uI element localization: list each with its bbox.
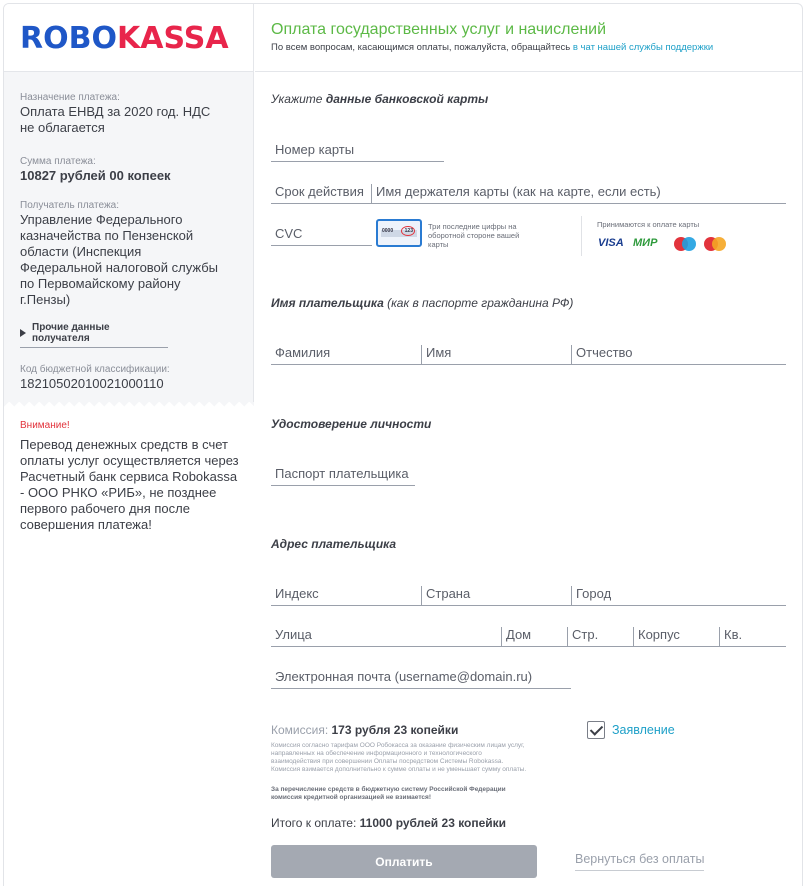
zigzag-divider [4, 402, 254, 410]
total-label: Итого к оплате: [271, 816, 357, 830]
total-line [271, 816, 506, 830]
commission-fine-print: Комиссия согласно тарифам ООО Робокасса за оказание физическим лицам услуг, направленных на обеспечение информационного и технологического взаимодействия при совершении Оплаты посредством Системы Robokassa. Комиссия взимается дополнительно к сумме оплаты и не уменьшает сумму оплаты. [271, 742, 527, 773]
cvc-input[interactable]: CVC [271, 226, 372, 246]
warning-area [4, 410, 254, 886]
cvc-card-icon [376, 219, 422, 247]
amount-value: 10827 рублей 00 копеек [20, 168, 171, 183]
recipient-block [4, 200, 253, 308]
purpose-block [4, 92, 253, 136]
kbk-label: Код бюджетной классификации: [20, 364, 170, 375]
address-title: Адрес плательщика [271, 537, 397, 551]
sidebar [4, 4, 254, 886]
commission-value: 173 рубля 23 копейки [331, 723, 459, 737]
card-number-input[interactable]: Номер карты [271, 142, 444, 162]
block-input[interactable]: Корпус [633, 627, 719, 647]
flat-input[interactable]: Кв. [719, 627, 786, 647]
return-without-payment-link[interactable]: Вернуться без оплаты [575, 852, 704, 871]
cvc-card-code: 123 [404, 228, 413, 234]
card-brand-divider [581, 216, 582, 256]
mastercard-icon [704, 237, 726, 251]
page-title: Оплата государственных услуг и начислений [271, 21, 607, 38]
maestro-icon [674, 237, 696, 251]
support-chat-link[interactable]: в чат нашей службы поддержки [572, 42, 714, 53]
header [255, 4, 802, 72]
city-input[interactable]: Город [571, 586, 786, 606]
total-value: 11000 рублей 23 копейки [359, 816, 507, 830]
recipient-value: Управление Федерального казначейства по Пензенской области (Инспекция Федеральной налоговой службы по Первомайскому району г.Пензы) [20, 212, 219, 307]
cardholder-input[interactable]: Имя держателя карты (как на карте, если есть) [371, 184, 786, 204]
cvc-card-digits: 0000 [382, 228, 394, 234]
amount-label: Сумма платежа: [20, 156, 96, 167]
robokassa-logo [20, 22, 253, 56]
address-section-title [271, 537, 396, 551]
house-input[interactable]: Дом [501, 627, 567, 647]
other-data-block [4, 322, 253, 348]
amount-block [4, 156, 253, 184]
recipient-label: Получатель платежа: [20, 200, 119, 211]
kbk-block [4, 364, 253, 392]
header-subtitle [271, 42, 802, 53]
passport-input[interactable]: Паспорт плательщика [271, 466, 415, 486]
commission-line [271, 723, 458, 737]
card-title-bold: данные банковской карты [325, 92, 489, 106]
logo-area [4, 4, 253, 72]
country-input[interactable]: Страна [421, 586, 571, 606]
other-data-toggle[interactable] [20, 322, 168, 348]
patronymic-input[interactable]: Отчество [571, 345, 786, 365]
payer-title-bold: Имя плательщика [271, 296, 384, 310]
email-input[interactable]: Электронная почта (username@domain.ru) [271, 669, 571, 689]
id-title: Удостоверение личности [271, 417, 432, 431]
payment-frame [3, 3, 803, 886]
payer-section-title [271, 296, 573, 310]
purpose-label: Назначение платежа: [20, 92, 120, 103]
cvc-hint: Три последние цифры на оборотной стороне вашей карты [428, 222, 520, 249]
card-title-prefix: Укажите [271, 92, 323, 106]
purpose-value: Оплата ЕНВД за 2020 год. НДС не облагается [20, 104, 211, 135]
visa-icon: VISA [598, 237, 624, 249]
mir-icon: МИР [633, 237, 658, 249]
header-subtitle-text: По всем вопросам, касающимся оплаты, пожалуйста, обращайтесь [271, 42, 571, 53]
statement-link[interactable]: Заявление [612, 723, 675, 737]
logo-part-kassa: KASSA [116, 21, 229, 56]
payer-title-rest: (как в паспорте гражданина РФ) [387, 296, 574, 310]
first-name-input[interactable]: Имя [421, 345, 571, 365]
building-input[interactable]: Стр. [567, 627, 633, 647]
card-section-title [271, 92, 488, 106]
postal-index-input[interactable]: Индекс [271, 586, 421, 606]
accepted-cards-label: Принимаются к оплате карты [597, 220, 700, 229]
logo-part-robo: ROBO [20, 21, 117, 56]
warning-block [4, 420, 254, 533]
expand-triangle-icon [20, 329, 26, 337]
main-panel [255, 4, 802, 886]
id-section-title [271, 417, 431, 431]
kbk-value: 18210502010021000110 [20, 376, 164, 391]
pay-button[interactable]: Оплатить [271, 845, 537, 878]
expiry-input[interactable]: Срок действия [271, 184, 371, 204]
last-name-input[interactable]: Фамилия [271, 345, 421, 365]
warning-text: Перевод денежных средств в счет оплаты услуг осуществляется через Расчетный банк сервиса Robokassa - ООО РНКО «РИБ», не позднее первого рабочего дня после совершения платежа! [20, 437, 239, 532]
commission-exemption-note: За перечисление средств в бюджетную систему Российской Федерации комиссия кредитной организацией не взимается! [271, 786, 506, 801]
commission-label: Комиссия: [271, 723, 329, 737]
street-input[interactable]: Улица [271, 627, 501, 647]
other-data-toggle-label: Прочие данные получателя [32, 322, 110, 344]
warning-label: Внимание! [20, 420, 70, 431]
statement-checkbox[interactable] [587, 721, 605, 739]
